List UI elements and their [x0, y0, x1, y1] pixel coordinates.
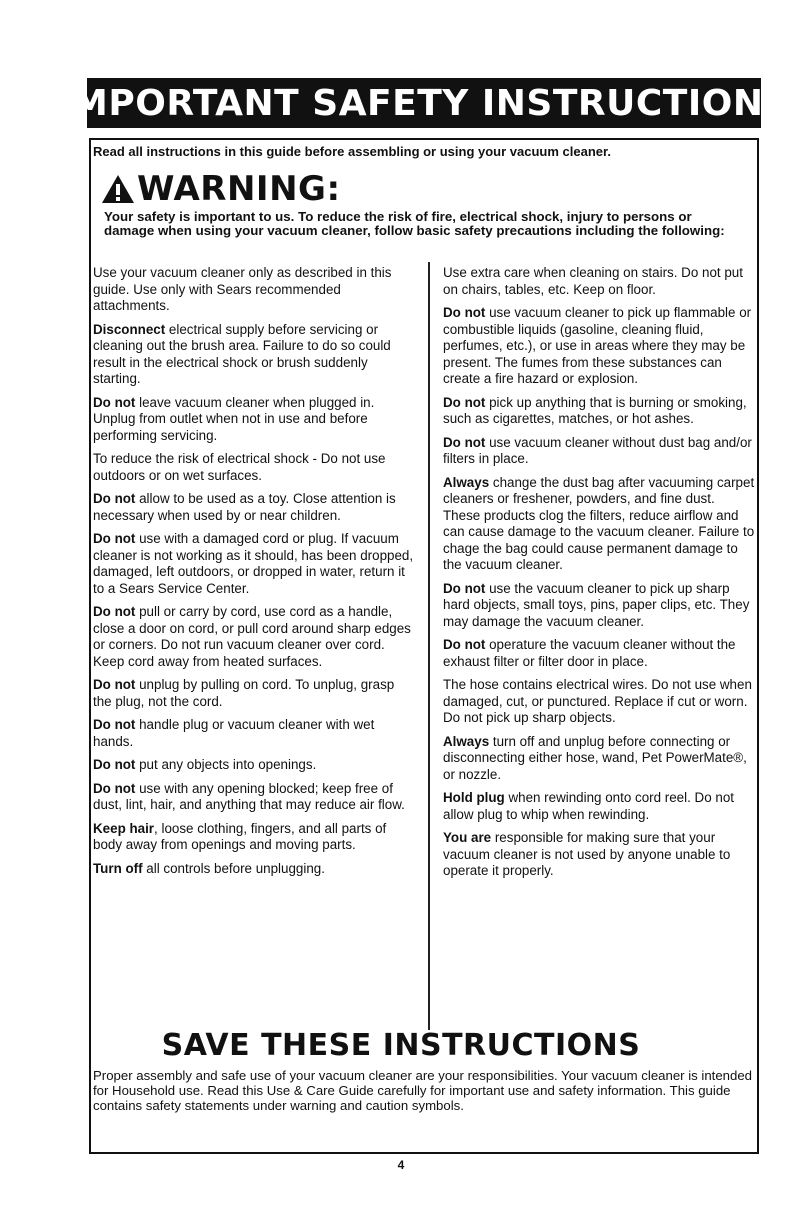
column-divider: [428, 262, 430, 1030]
safety-instruction-item: Use extra care when cleaning on stairs. Do not put on chairs, tables, etc. Keep on floor.: [443, 265, 743, 297]
left-column: [93, 265, 415, 884]
safety-instruction-item: You are responsible for making sure that your vacuum cleaner is not used by anyone unable to operate it properly.: [443, 830, 731, 878]
safety-instruction-item: Hold plug when rewinding onto cord reel. Do not allow plug to whip when rewinding.: [443, 790, 734, 822]
closing-paragraph: Proper assembly and safe use of your vacuum cleaner are your responsibilities. Your vacuum cleaner is intended for Household use. Read this Use & Care Guide carefully for important use and safety information. This guide contains safety statements under warning and caution symbols.: [93, 1068, 753, 1113]
safety-instruction-item: Do not unplug by pulling on cord. To unplug, grasp the plug, not the cord.: [93, 677, 395, 709]
safety-instruction-item: Disconnect electrical supply before servicing or cleaning out the brush area. Failure to do so could result in the electrical shock or brush suddenly starting.: [93, 321, 391, 386]
warning-title: WARNING:: [137, 169, 341, 209]
safety-instruction-item: The hose contains electrical wires. Do not use when damaged, cut, or punctured. Replace if cut or worn. Do not pick up sharp objects.: [443, 677, 752, 725]
safety-instruction-item: Do not leave vacuum cleaner when plugged in. Unplug from outlet when not in use and before performing servicing.: [93, 394, 375, 443]
intro-text: Read all instructions in this guide before assembling or using your vacuum cleaner.: [93, 144, 611, 159]
safety-instruction-item: Always change the dust bag after vacuuming carpet cleaners or freshener, powders, and fine dust. These products clog the filters, reduce airflow and can cause damage to the vacuum cleaner. Failure to chage the bag could cause permanent damage to the vacuum cleaner.: [443, 474, 755, 572]
safety-instruction-item: Always turn off and unplug before connecting or disconnecting either hose, wand, Pet PowerMate®, or nozzle.: [443, 733, 747, 782]
warning-heading: [101, 166, 341, 212]
safety-instruction-item: Do not pick up anything that is burning or smoking, such as cigarettes, matches, or hot ashes.: [443, 394, 747, 426]
warning-text: Your safety is important to us. To reduce the risk of fire, electrical shock, injury to persons or damage when using your vacuum cleaner, follow basic safety precautions including the following:: [104, 209, 725, 238]
safety-instruction-item: Do not handle plug or vacuum cleaner with wet hands.: [93, 717, 375, 749]
safety-instruction-item: Keep hair, loose clothing, fingers, and all parts of body away from openings and moving parts.: [93, 820, 387, 852]
safety-instruction-item: Do not allow to be used as a toy. Close attention is necessary when used by or near children.: [93, 491, 396, 523]
safety-instruction-item: To reduce the risk of electrical shock - Do not use outdoors or on wet surfaces.: [93, 451, 386, 483]
page-title: IMPORTANT SAFETY INSTRUCTIONS: [58, 82, 790, 124]
page-title-banner: [58, 78, 790, 128]
safety-instruction-item: Do not use with a damaged cord or plug. If vacuum cleaner is not working as it should, has been dropped, damaged, left outdoors, or dropped in water, return it to a Sears Service Center.: [93, 531, 414, 596]
page-number: 4: [397, 1158, 405, 1172]
safety-instruction-item: Do not use vacuum cleaner without dust bag and/or filters in place.: [443, 434, 752, 466]
safety-instruction-item: Use your vacuum cleaner only as described in this guide. Use only with Sears recommended attachments.: [93, 265, 392, 313]
safety-instruction-item: Do not use the vacuum cleaner to pick up sharp hard objects, small toys, pins, paper clips, etc. They may damage the vacuum cleaner.: [443, 580, 750, 629]
safety-instruction-item: Do not operature the vacuum cleaner without the exhaust filter or filter door in place.: [443, 637, 736, 669]
right-column: [443, 265, 755, 887]
warning-triangle-icon: [101, 174, 135, 204]
save-instructions-title: SAVE THESE INSTRUCTIONS: [161, 1028, 641, 1063]
safety-instruction-item: Do not put any objects into openings.: [93, 757, 317, 772]
safety-instruction-item: Do not use with any opening blocked; keep free of dust, lint, hair, and anything that may reduce air flow.: [93, 780, 405, 812]
safety-instruction-item: Do not use vacuum cleaner to pick up flammable or combustible liquids (gasoline, cleaning fluid, perfumes, etc.), or use in areas where they may be present. The fumes from these substances can create a fire hazard or explosion.: [443, 305, 752, 386]
safety-instruction-item: Do not pull or carry by cord, use cord as a handle, close a door on cord, or pull cord around sharp edges or corners. Do not run vacuum cleaner over cord. Keep cord away from heated surfaces.: [93, 604, 411, 669]
safety-instruction-item: Turn off all controls before unplugging.: [93, 860, 325, 876]
